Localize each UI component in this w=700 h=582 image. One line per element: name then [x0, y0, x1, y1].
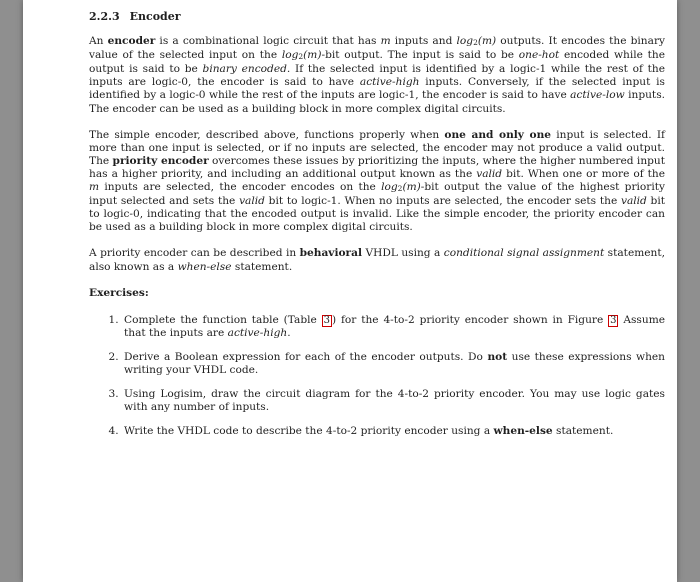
document-page — [23, 0, 677, 582]
exercise-item-4: 4. Write the VHDL code to describe the 4-to-2 priority encoder using a when-else statement. — [122, 425, 665, 438]
paragraph-priority-encoder: The simple encoder, described above, functions properly when one and only one input is selected. If more than one input is selected, or if no inputs are selected, the encoder may not produce a valid output. The priority encoder overcomes these issues by prioritizing the inputs, where the higher numbered input has a higher priority, and including an additional output known as the valid bit. When one or more of the m inputs are selected, the encoder encodes on the $\log_2(m)$-bit output the value of the highest priority input selected and sets the valid bit to logic-1. When no inputs are selected, the encoder sets the valid bit to logic-0, indicating that the encoded output is invalid. Like the simple encoder, the priority encoder can be used as a building block in more complex digital circuits. — [89, 128, 666, 234]
document-content — [89, 10, 665, 449]
exercises-heading: Exercises: — [89, 286, 149, 299]
exercise-item-3: 3. Using Logisim, draw the circuit diagram for the 4-to-2 priority encoder. You may use logic gates with any number of inputs. — [122, 388, 665, 414]
paragraph-encoder-definition: An encoder is a combinational logic circuit that has m inputs and $\log_2(m)$ outputs. It encodes the binary value of the selected input on the $\log_2(m)$-bit output. The input is said to be one-hot encoded while the output is said to be binary encoded. If the selected input is identified by a logic-1 while the rest of the inputs are logic-0, the encoder is said to have active-high inputs. Conversely, if the selected input is identified by a logic-0 while the rest of the inputs are logic-1, the encoder is said to have active-low inputs. The encoder can be used as a building block in more complex digital circuits. — [89, 35, 666, 115]
exercise-list — [89, 314, 665, 439]
exercise-item-1: 1. Complete the function table (Table 3 ) for the 4-to-2 priority encoder shown in Figure 3 Assume that the inputs are active-high. — [122, 314, 665, 340]
section-heading — [89, 10, 665, 23]
table-reference-link[interactable]: 3 — [323, 314, 331, 326]
section-title: Encoder — [129, 10, 181, 23]
section-number: 2.2.3 — [89, 10, 120, 23]
paragraph-vhdl-description: A priority encoder can be described in behavioral VHDL using a conditional signal assignment statement, also known as a when-else statement. — [89, 247, 665, 273]
figure-reference-link[interactable]: 3 — [610, 314, 617, 326]
exercise-item-2: 2. Derive a Boolean expression for each of the encoder outputs. Do not use these expressions when writing your VHDL code. — [122, 351, 665, 377]
